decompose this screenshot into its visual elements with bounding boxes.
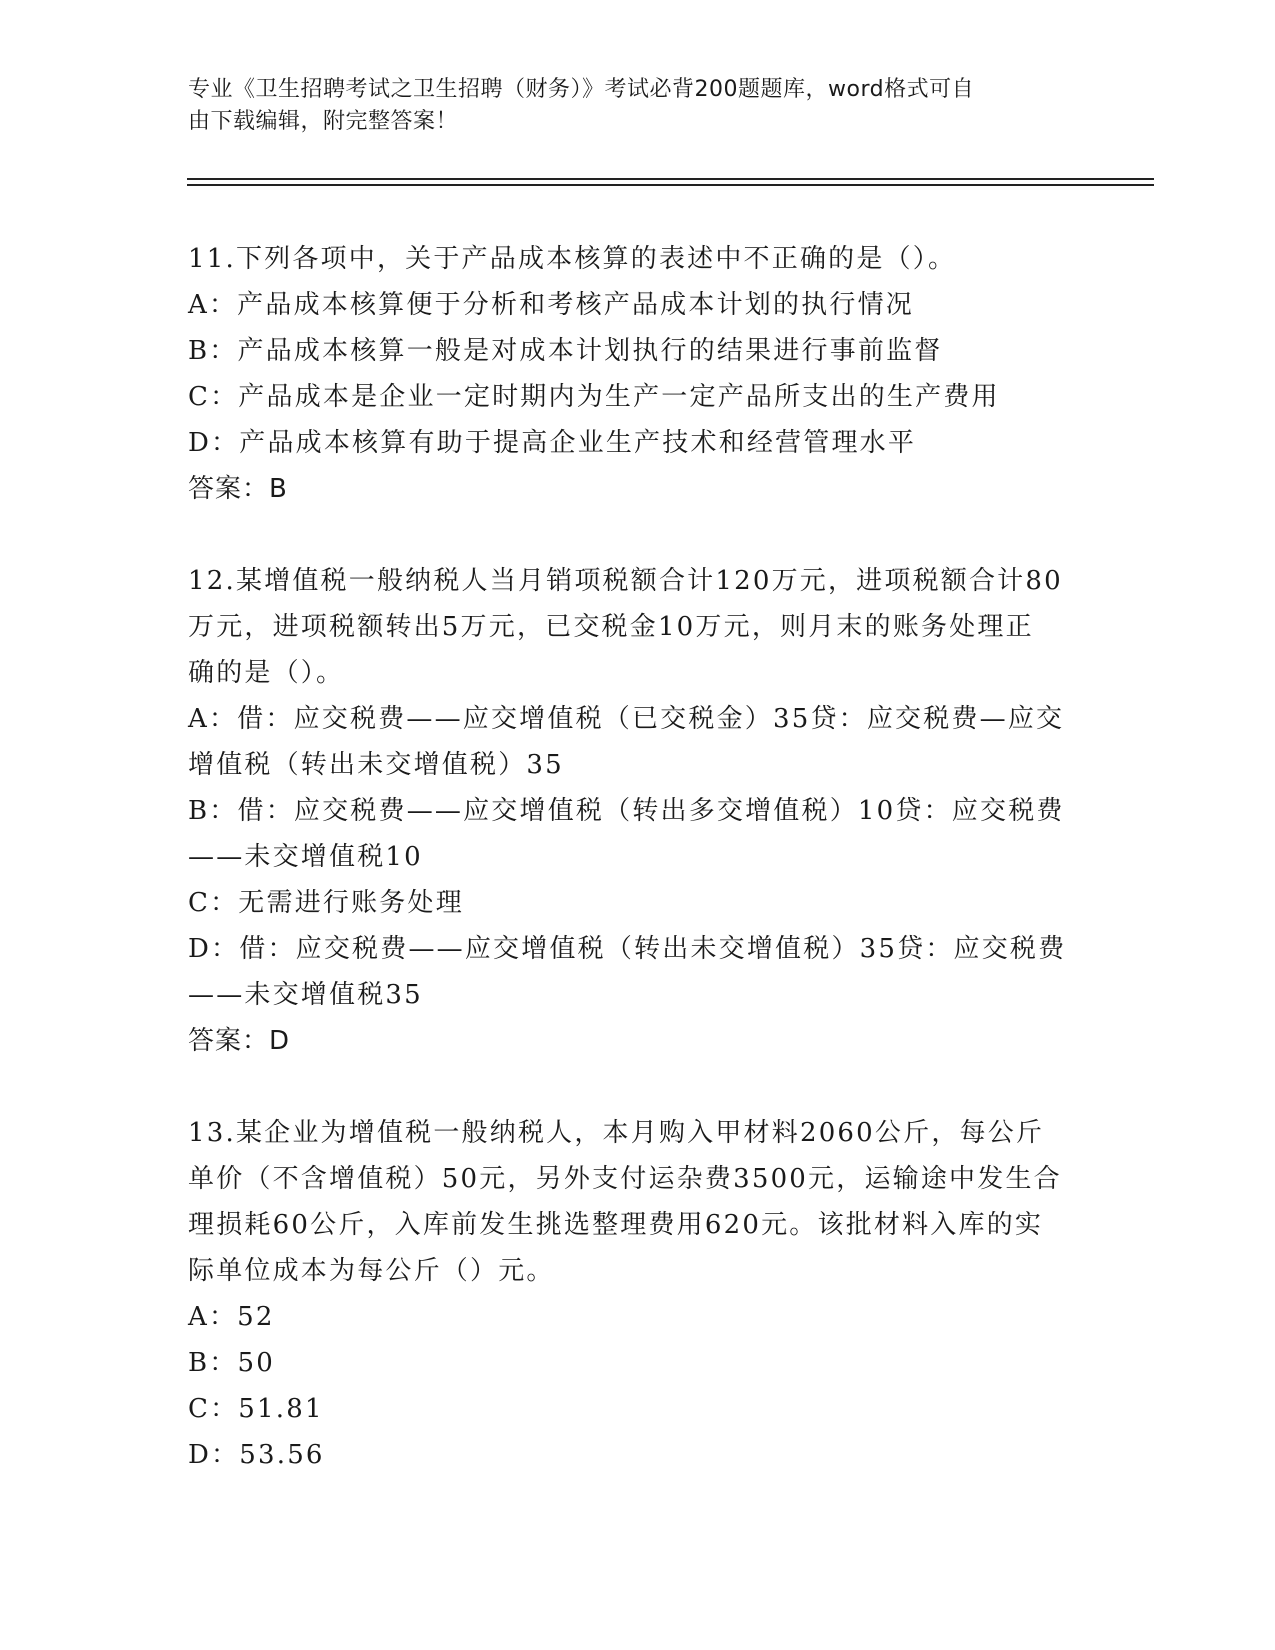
question-text: 11.下列各项中，关于产品成本核算的表述中不正确的是（）。: [188, 244, 957, 274]
header-divider: [187, 184, 1154, 186]
answer-option: ——未交增值税10: [188, 842, 423, 872]
header-divider: [187, 178, 1154, 180]
document-header: [188, 74, 1068, 138]
question-text: 万元，进项税额转出5万元，已交税金10万元，则月末的账务处理正: [188, 612, 1034, 642]
answer-option: B：50: [188, 1348, 275, 1378]
answer-key: 答案：D: [188, 1026, 291, 1056]
answer-option: A：借：应交税费——应交增值税（已交税金）35贷：应交税费—应交: [188, 704, 1065, 734]
answer-option: C：产品成本是企业一定时期内为生产一定产品所支出的生产费用: [188, 382, 1000, 412]
question-text: 确的是（）。: [188, 658, 345, 688]
question-list: [188, 236, 1088, 1478]
question-spacer: [188, 512, 1088, 558]
answer-option: D：53.56: [188, 1440, 325, 1470]
question-text: 12.某增值税一般纳税人当月销项税额合计120万元，进项税额合计80: [188, 566, 1063, 596]
answer-option: C：无需进行账务处理: [188, 888, 464, 918]
answer-option: B：借：应交税费——应交增值税（转出多交增值税）10贷：应交税费: [188, 796, 1065, 826]
question-text: 13.某企业为增值税一般纳税人，本月购入甲材料2060公斤，每公斤: [188, 1118, 1045, 1148]
answer-option: D：产品成本核算有助于提高企业生产技术和经营管理水平: [188, 428, 917, 458]
question-text: 际单位成本为每公斤（）元。: [188, 1256, 555, 1286]
answer-option: C：51.81: [188, 1394, 324, 1424]
answer-key: 答案：B: [188, 474, 288, 504]
answer-option: B：产品成本核算一般是对成本计划执行的结果进行事前监督: [188, 336, 943, 366]
question-block: [188, 558, 1088, 1064]
answer-option: A：产品成本核算便于分析和考核产品成本计划的执行情况: [188, 290, 914, 320]
answer-option: 增值税（转出未交增值税）35: [188, 750, 564, 780]
question-spacer: [188, 1064, 1088, 1110]
answer-option: ——未交增值税35: [188, 980, 423, 1010]
answer-option: D：借：应交税费——应交增值税（转出未交增值税）35贷：应交税费: [188, 934, 1067, 964]
question-text: 理损耗60公斤，入库前发生挑选整理费用620元。该批材料入库的实: [188, 1210, 1044, 1240]
answer-option: A：52: [188, 1302, 275, 1332]
question-block: [188, 1110, 1088, 1478]
question-text: 单价（不含增值税）50元，另外支付运杂费3500元，运输途中发生合: [188, 1164, 1062, 1194]
question-block: [188, 236, 1088, 512]
header-line: 专业《卫生招聘考试之卫生招聘（财务）》考试必背200题题库，word格式可自: [188, 77, 975, 102]
header-line: 由下载编辑，附完整答案！: [188, 109, 459, 134]
